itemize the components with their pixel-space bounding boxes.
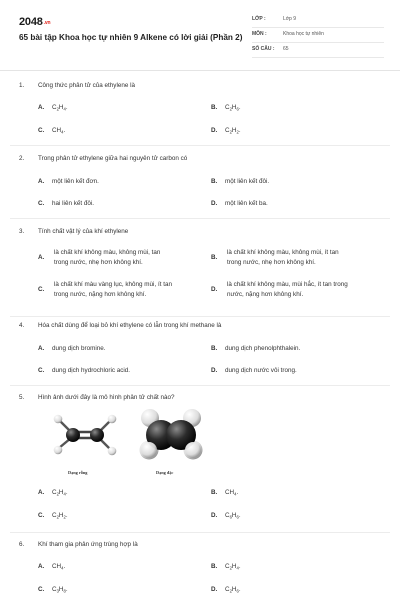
question-number: 6. (19, 541, 25, 548)
option-c[interactable] (38, 367, 130, 374)
option-letter: B. (211, 563, 218, 570)
option-c[interactable] (38, 280, 172, 300)
meta-count-value: 65 (283, 46, 289, 52)
option-a[interactable]: A. $C_2H_4$. (38, 104, 68, 112)
option-letter: D. (211, 127, 218, 134)
meta-class-value: Lớp 9 (283, 16, 297, 22)
site-logo[interactable] (19, 16, 50, 28)
meta-subject-value: Khoa học tự nhiên (283, 31, 324, 37)
question-number: 3. (19, 228, 25, 235)
option-text: dung dịch nước vôi trong. (225, 367, 297, 374)
option-text: một liên kết ba. (225, 200, 268, 207)
option-text: một liên kết đơn. (52, 178, 99, 185)
question-text: Công thức phân tử của ethylene là (38, 82, 135, 89)
option-letter: B. (211, 104, 218, 111)
option-letter: A. (38, 345, 45, 352)
option-letter: C. (38, 512, 45, 519)
page-header (0, 0, 400, 66)
option-text: dung dịch hydrochloric acid. (52, 367, 131, 374)
question-stem (19, 228, 128, 235)
option-letter: B. (211, 345, 218, 352)
option-letter: C. (38, 286, 45, 293)
question-text: Hình ảnh dưới đây là mô hình phân tử chất nào? (38, 394, 175, 401)
question-number: 2. (19, 155, 25, 162)
option-letter: D. (211, 200, 218, 207)
option-text-line-2: trong nước, nhẹ hơn không khí. (54, 259, 143, 266)
option-text: hai liên kết đôi. (52, 200, 95, 207)
option-d[interactable] (211, 367, 297, 374)
meta-class (252, 15, 384, 28)
question-divider (10, 145, 390, 146)
caption-hollow: Dạng rỗng (68, 470, 88, 475)
option-b[interactable] (211, 178, 269, 185)
question-number: 1. (19, 82, 25, 89)
option-c[interactable]: C. $C_3H_8$. (38, 586, 68, 594)
option-letter: D. (211, 367, 218, 374)
option-text-line-1: là chất khí không màu, mùi hắc, ít tan trong (227, 281, 348, 288)
option-b[interactable]: B. $C_2H_6$. (211, 104, 241, 112)
option-a[interactable] (38, 248, 160, 268)
option-letter: D. (211, 512, 218, 519)
option-text-line-1: là chất khí không màu, không mùi, ít tan (227, 249, 339, 256)
option-a[interactable] (38, 178, 99, 185)
option-letter: C. (38, 586, 45, 593)
option-b[interactable]: B. $C_2H_4$. (211, 563, 241, 571)
option-letter: B. (211, 489, 218, 496)
meta-count (252, 45, 384, 58)
option-c[interactable]: C. $C_2H_2$. (38, 512, 68, 520)
question-text: Hóa chất dùng để loại bỏ khí ethylene có lẫn trong khí methane là (38, 322, 222, 329)
option-text: một liên kết đôi. (225, 178, 270, 185)
option-letter: A. (38, 254, 45, 261)
option-d[interactable] (211, 280, 348, 300)
option-d[interactable] (211, 200, 268, 207)
question-stem (19, 155, 187, 162)
question-divider (10, 532, 390, 533)
option-text: dung dịch phenolphthalein. (225, 345, 301, 352)
option-b[interactable]: B. $CH_4$. (211, 489, 239, 497)
question-divider (10, 385, 390, 386)
logo-text: 2048 (19, 16, 43, 28)
question-text: Tính chất vật lý của khí ethylene (38, 228, 129, 235)
meta-subject-key: MÔN : (252, 31, 267, 37)
ball-and-stick-model (54, 415, 117, 456)
space-filling-model (140, 409, 203, 460)
question-text: Trong phân tử ethylene giữa hai nguyên tử carbon có (38, 155, 188, 162)
option-text: dung dịch bromine. (52, 345, 106, 352)
option-c[interactable]: C. $CH_4$. (38, 127, 66, 135)
meta-class-key: LỚP : (252, 16, 266, 22)
question-stem (19, 394, 175, 401)
ethylene-model-image (42, 406, 212, 476)
option-c[interactable] (38, 200, 94, 207)
caption-solid: Dạng đặc (156, 470, 174, 475)
page-title: 65 bài tập Khoa học tự nhiên 9 Alkene có lời giải (Phần 2) (19, 33, 243, 42)
option-letter: D. (211, 586, 218, 593)
question-stem (19, 82, 135, 89)
meta-subject (252, 30, 384, 43)
option-letter: C. (38, 127, 45, 134)
question-stem (19, 322, 221, 329)
option-letter: D. (211, 286, 218, 293)
option-a[interactable]: A. $C_2H_4$. (38, 489, 68, 497)
question-divider (10, 316, 390, 317)
option-letter: C. (38, 367, 45, 374)
option-text-line-2: trong nước, nhẹ hơn không khí. (227, 259, 316, 266)
question-number: 4. (19, 322, 25, 329)
question-stem (19, 541, 138, 548)
question-number: 5. (19, 394, 25, 401)
option-letter: B. (211, 178, 218, 185)
option-text-line-2: nước, nặng hơn không khí. (227, 291, 304, 298)
option-letter: A. (38, 563, 45, 570)
option-d[interactable]: D. $C_6H_6$. (211, 512, 241, 520)
option-letter: A. (38, 178, 45, 185)
option-a[interactable] (38, 345, 106, 352)
option-a[interactable]: A. $CH_4$. (38, 563, 66, 571)
option-text-line-1: là chất khí không màu, không mùi, tan (54, 249, 161, 256)
option-d[interactable]: D. $C_2H_2$. (211, 127, 241, 135)
option-text-line-1: là chất khí màu vàng lục, không mùi, ít tan (54, 281, 172, 288)
option-text-line-2: trong nước, nặng hơn không khí. (54, 291, 147, 298)
option-b[interactable] (211, 345, 300, 352)
molecule-figure (42, 406, 212, 476)
option-letter: A. (38, 104, 45, 111)
option-letter: C. (38, 200, 45, 207)
question-text: Khí tham gia phản ứng trùng hợp là (38, 541, 138, 548)
question-divider (10, 218, 390, 219)
option-letter: A. (38, 489, 45, 496)
logo-domain: .vn (43, 20, 51, 26)
option-b[interactable] (211, 248, 339, 268)
option-d[interactable]: D. $C_2H_6$. (211, 586, 241, 594)
header-divider (0, 70, 400, 71)
meta-count-key: SỐ CÂU : (252, 46, 275, 52)
option-letter: B. (211, 254, 218, 261)
